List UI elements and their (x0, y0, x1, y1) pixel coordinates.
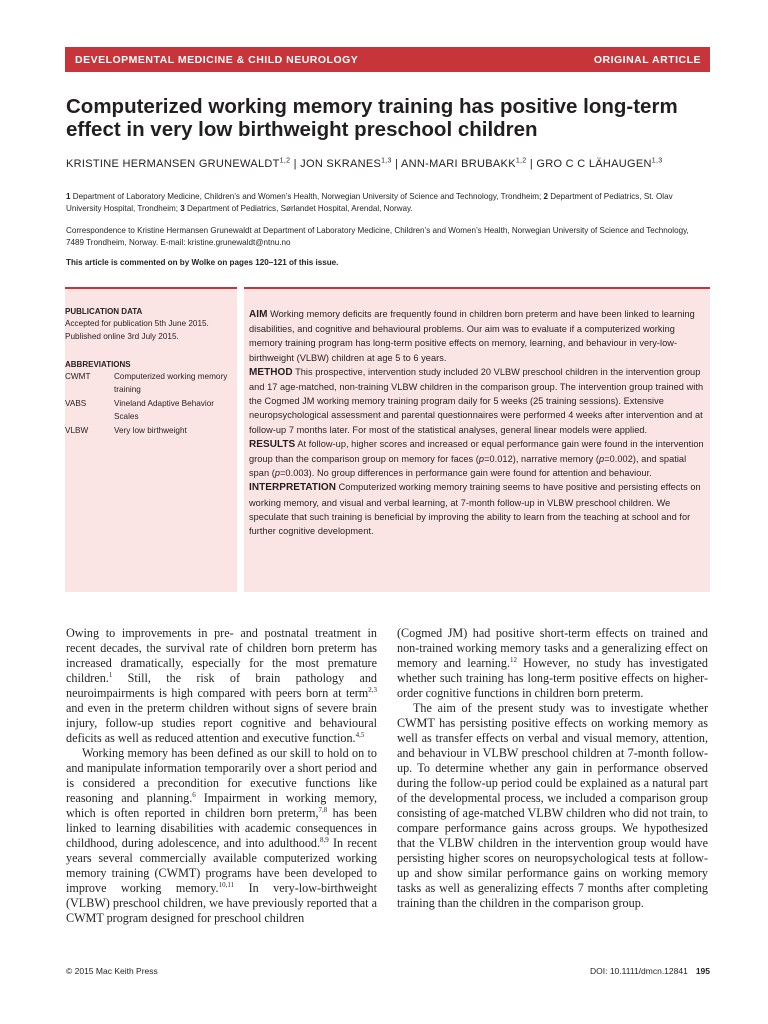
body-text: Still, the risk of brain pathology and neuroimpairments is high compared with peers born at term (66, 671, 377, 700)
abstract-results: =0.003). No group differences in performance gain were found for attention and behaviour. (280, 468, 652, 479)
abbreviation-definition: Vineland Adaptive Behavior Scales (114, 399, 214, 421)
citation-ref: 2,3 (368, 685, 377, 694)
abstract-results: =0.012), narrative memory ( (484, 454, 600, 465)
affiliation-number: 2 (543, 192, 549, 201)
abstract-method: This prospective, intervention study included 20 VLBW preschool children in the intervention group and 17 age-matched, non-training VLBW children in the comparison group. The intervention group trained with the Cogmed JM working memory training program daily for 5 weeks (25 training sessions). Extensive neuropsychological assessment and parental questionnaires were performed 4 weeks after intervention and at follow-up 7 months later. For most of the statistical analyses, general linear models were applied. (249, 366, 704, 435)
author-affiliation-ref: 1,3 (381, 157, 392, 165)
abstract-results: At follow-up, higher scores and increased or equal performance gain were found in the intervention group than the comparison group on memory for faces ( (249, 438, 704, 465)
abstract-text (249, 307, 704, 538)
journal-name: DEVELOPMENTAL MEDICINE & CHILD NEUROLOGY (75, 54, 359, 66)
body-text: and even in the preterm children without signs of severe brain injury, follow-up studies report cognitive and behavioural deficits as well as reduced attention and executive function. (66, 701, 377, 745)
abbreviation-row (65, 371, 237, 396)
author-affiliation-ref: 1,2 (279, 157, 291, 165)
author-affiliation-ref: 1,2 (515, 157, 527, 165)
body-text: has been linked to learning disabilities with academic consequences in childhood, during adolescence, and into adulthood. (66, 806, 378, 850)
abstract-method-label: METHOD (249, 366, 293, 378)
affiliation-text: Department of Pediatrics, St. Olav University Hospital, Trondheim; (66, 192, 673, 213)
abstract-aim-label: AIM (249, 309, 268, 320)
affiliations (66, 191, 706, 215)
abstract-interpretation-label: INTERPRETATION (249, 482, 336, 494)
author-affiliation-ref: 1,3 (651, 157, 663, 165)
body-paragraph (397, 626, 708, 701)
doi-link[interactable]: DOI: 10.1111/dmcn.12841 (590, 966, 688, 976)
publication-sidebar (65, 287, 237, 592)
abbreviation-row (65, 425, 237, 438)
citation-ref: 6 (192, 790, 196, 799)
affiliation-text: Department of Pediatrics, Sørlandet Hospital, Arendal, Norway. (184, 204, 413, 213)
citation-ref: 10,11 (218, 880, 235, 889)
author-separator: | (391, 158, 402, 170)
accepted-date: Accepted for publication 5th June 2015. (65, 319, 209, 328)
citation-ref: 7,8 (318, 805, 328, 814)
body-text: In recent years several commercially available computerized working memory training (CWMT) programs have been developed to improve working memory. (66, 836, 377, 895)
author-name: KRISTINE HERMANSEN GRUNEWALDT (66, 158, 280, 170)
author-separator: | (290, 158, 301, 170)
body-column-right (397, 626, 708, 911)
author-list (66, 157, 716, 171)
abbreviation-term: CWMT (65, 372, 91, 381)
p-value-symbol: p (274, 468, 281, 479)
body-text: Owing to improvements in pre- and postnatal treatment in recent decades, the survival rate of children born preterm has increased dramatically, especially for the most premature children. (66, 626, 377, 685)
author-name: ANN-MARI BRUBAKK (401, 158, 516, 170)
publication-data-heading: PUBLICATION DATA (65, 307, 143, 316)
citation-ref: 4,5 (355, 730, 365, 739)
abstract-aim: Working memory deficits are frequently found in children born preterm and have been linked to learning disabilities, and cognitive and behavioural problems. Our aim was to evaluate if a computerized working memory training program has long-term positive effects on memory, learning, and behaviour in very-low-birthweight (VLBW) children at age 5 to 6 years. (249, 309, 695, 363)
abstract-interpretation: Computerized working memory training seems to have positive and persisting effects on working memory, and visual and verbal learning, at 7-month follow-up in VLBW preschool children. We speculate that such training is beneficial by improving the ability to learn from the teaching at school and for further cognitive development. (249, 482, 701, 537)
p-value-symbol: p (478, 454, 485, 465)
citation-ref: 1 (108, 670, 113, 679)
p-value-symbol: p (599, 454, 605, 465)
body-text: In very-low-birthweight (VLBW) preschool children, we have previously reported that a CWMT program designed for preschool children (66, 881, 378, 925)
author-separator: | (526, 158, 537, 170)
body-text: Impairment in working memory, which is often reported in children born preterm, (66, 791, 377, 820)
published-date: Published online 3rd July 2015. (65, 331, 179, 341)
article-title: Computerized working memory training has positive long-term effect in very low birthweight preschool children (66, 95, 678, 141)
body-paragraph (66, 626, 377, 746)
body-paragraph (66, 746, 377, 926)
affiliation-number: 1 (66, 192, 71, 201)
page-number: 195 (695, 966, 710, 976)
article-type-label: ORIGINAL ARTICLE (593, 54, 701, 66)
abbreviations-heading: ABBREVIATIONS (65, 360, 131, 369)
abstract-results: =0.002), and spatial span ( (249, 454, 687, 479)
doi-footer (590, 966, 710, 976)
body-text: (Cogmed JM) had positive short-term effects on trained and non-trained working memory tasks and a generalizing effect on memory and learning. (397, 626, 708, 670)
author-name: GRO C C LÄHAUGEN (536, 158, 652, 170)
abstract-box (244, 287, 710, 592)
journal-header-bar (65, 47, 710, 72)
author-name: JON SKRANES (300, 158, 382, 170)
body-paragraph: The aim of the present study was to investigate whether CWMT has persisting positive effects on working memory as well as transfer effects on verbal and visual memory, attention, and behaviour in VLBW preschool children at 7-month follow-up. To determine whether any gain in performance observed during the follow-up period could be explained as a natural part of the developmental process, we included a comparison group consisting of age-matched VLBW children who did not train, to compare performance gains across groups. We hypothesized that the VLBW children in the intervention group would have persisting higher scores on neuropsychological tests at follow-up and show similar performance gains on working memory tasks as well as generalizing effects 7 months after completing training than the children in the comparison group. (397, 701, 708, 910)
commentary-note: This article is commented on by Wolke on pages 120–121 of this issue. (66, 258, 339, 267)
abbreviation-term: VABS (65, 399, 87, 408)
abbreviation-definition: Computerized working memory training (114, 372, 228, 394)
abstract-results-label: RESULTS (249, 438, 296, 450)
abbreviation-row (65, 398, 237, 423)
abbreviation-term: VLBW (65, 426, 89, 435)
copyright-notice: © 2015 Mac Keith Press (66, 966, 158, 976)
citation-ref: 12 (510, 655, 518, 664)
body-text: Working memory has been defined as our skill to hold on to and manipulate information temporarily over a short period and is considered a precondition for executive functions like reasoning and planning. (66, 746, 377, 805)
abbreviation-definition: Very low birthweight (114, 426, 187, 435)
citation-ref: 8,9 (320, 835, 329, 844)
correspondence-note: Correspondence to Kristine Hermansen Grunewaldt at Department of Laboratory Medicine, Children’s and Women’s Health, Norwegian University of Science and Technology, 7489 Trondheim, Norway. E-mail: kristine.grunewaldt@ntnu.no (66, 226, 689, 247)
affiliation-number: 3 (180, 204, 185, 213)
body-text: However, no study has investigated whether such training has long-term positive effects on higher-order cognitive functions in children born preterm. (397, 656, 708, 700)
affiliation-text: Department of Laboratory Medicine, Children’s and Women’s Health, Norwegian University of Science and Technology, Trondheim; (70, 192, 544, 201)
body-column-left (66, 626, 377, 926)
